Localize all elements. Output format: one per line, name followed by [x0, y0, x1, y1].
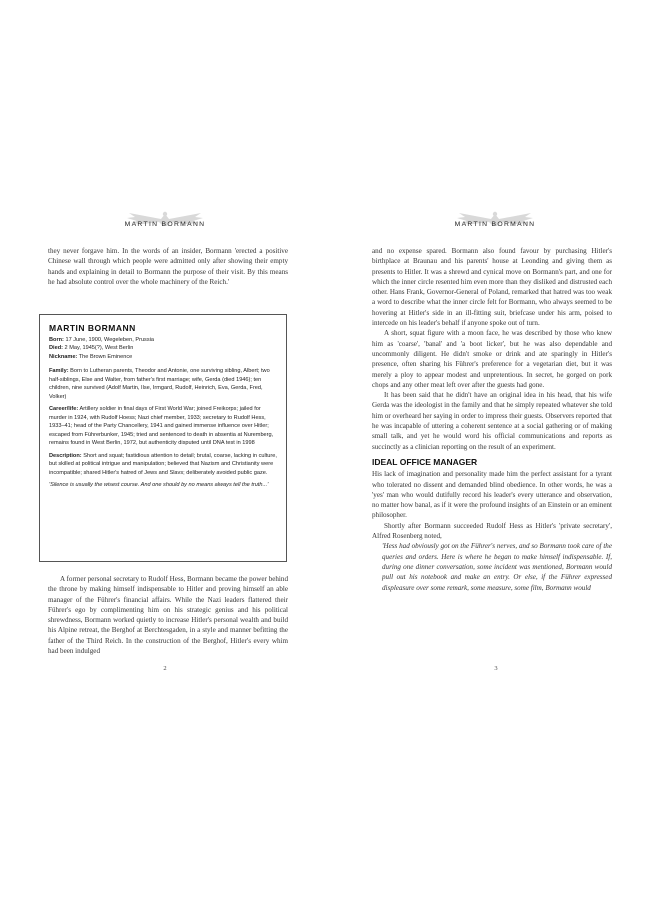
fact-value: Artillery soldier in final days of First World War; joined Freikorps; jailed for murder in 1924, with Rudolf Hoess; Nazi chief member, 1933; secretary to Rudolf Hess, 1933–41; head of the Party Chancellery, 1941 and gained immense influence over Hitler; escaped from Führerbunker, 1945; tried and sentenced to death in absentia at Nuremberg, remains found in West Berlin, 1972, but authenticity disputed until DNA test in 1998	[49, 406, 274, 446]
fact-value: Short and squat; fastidious attention to detail; brutal, coarse, lacking in culture, but skilled at political intrigue and manipulation; believed that Nazism and Christianity were incompatible; shared Hitler's hatred of Jews and Slavs; deliberately avoided public gaze.	[49, 452, 277, 476]
fact-label: Family:	[49, 368, 69, 374]
fact-value: 2 May, 1945(?), West Berlin	[64, 345, 134, 351]
profile-box	[39, 314, 287, 562]
paragraph: A short, squat figure with a moon face, he was described by those who knew him as 'coarse', 'banal' and 'a boot licker', but he was also dependable and uncommonly diligent. He didn't smoke or drink and ate sparingly in Hitler's presence, often sharing his Führer's preference for a vegetarian diet, but it was merely a ploy to appear modest and unpretentious. In secret, he gorged on pork chops and any other meat left over after the guests had gone.	[372, 329, 612, 389]
fact-died	[49, 344, 279, 353]
section-heading: IDEAL OFFICE MANAGER	[372, 456, 478, 467]
fact-value: The Brown Eminence	[78, 353, 133, 360]
paragraph: It has been said that he didn't have an original idea in his head, that his wife Gerda was the ideologist in the family and that he simply repeated whatever she told him or overheard her saying in order to impress their guests. Observers reported that he was incapable of uttering a coherent sentence at a social gathering or of making small talk, and yet he would word his official communications and reports as succinctly as a clinician reporting on the result of an experiment.	[372, 391, 612, 451]
running-head: MARTIN BORMANN	[454, 221, 536, 228]
fact-career	[49, 405, 279, 448]
text-block-bottom	[48, 574, 288, 656]
paragraph: they never forgave him. In the words of an insider, Bormann 'erected a positive Chinese wall through which people were admitted only after showing their empty hands and explaining in detail to Bormann the purpose of their visit. By this means he had absolute control over the whole machinery of the Reich.'	[48, 247, 288, 286]
paragraph: A former personal secretary to Rudolf Hess, Bormann became the power behind the throne by making himself indispensable to Hitler and proving himself an able manager of the Führer's financial affairs. While the Nazi leaders flattered their Führer's ego by complimenting him on his strategic genius and his political shrewdness, Bormann worked quietly to increase Hitler's personal wealth and build his Alpine retreat, the Berghof at Berchtesgaden, in a style and manner befitting the father of the Third Reich. In the construction of the Berghof, Hitler's every whim had been indulged	[48, 575, 288, 656]
fact-born	[49, 336, 279, 345]
fact-family	[49, 367, 279, 401]
fact-label: Born:	[49, 336, 64, 343]
block-quote: 'Hess had obviously got on the Führer's nerves, and so Bormann took care of the queries and orders. Here is where he began to make himself indispensable. If, during one dinner conversation, some incident was mentioned, Bormann would pull out his notebook and make an entry. Or else, if the Führer expressed displeasure over some remark, some measure, some film, Bormann would	[382, 542, 612, 592]
fact-label: Nickname:	[49, 353, 78, 360]
fact-value: 17 June, 1900, Wegeleben, Prussia	[65, 336, 155, 343]
fact-label: Career/life:	[49, 406, 79, 412]
text-block-top	[48, 246, 288, 287]
fact-label: Died:	[49, 345, 63, 351]
paragraph: Shortly after Bormann succeeded Rudolf Hess as Hitler's 'private secretary', Alfred Rosenberg noted,	[372, 521, 612, 541]
right-page	[330, 0, 660, 900]
paragraph: His lack of imagination and personality made him the perfect assistant for a tyrant who tolerated no dissent and demanded blind obedience. In other words, he was a 'yes' man who would dutifully record his leader's every utterance and observation, no matter how banal, as if it were the profound insights of an Einstein or an eminent philosopher.	[372, 470, 612, 520]
fact-nickname	[49, 353, 279, 362]
fact-label: Description:	[49, 452, 82, 459]
page-number: 3	[494, 665, 498, 672]
box-title: MARTIN BORMANN	[49, 323, 136, 333]
page-number: 2	[163, 665, 167, 672]
fact-value: Born to Lutheran parents, Theodor and Antonie, one surviving sibling, Albert; two half-siblings, Else and Walter, from father's first marriage; wife, Gerda (died 1946); ten children, nine survived (Adolf Martin, Ilse, Irmgard, Rudolf, Heinrich, Eva, Gerda, Fred, Volker)	[49, 368, 270, 400]
paragraph: and no expense spared. Bormann also found favour by purchasing Hitler's birthplace at Braunau and his parents' house at Leonding and giving them as presents to Hitler. It was a shrewd and cynical move on Bormann's part, and one for which the inner circle resented him even more than they disliked and distrusted each other. Hans Frank, Governor-General of Poland, remarked that hatred was too weak a word to describe what the inner circle felt for Bormann, who always seemed to be hovering at Hitler's side in an ill-fitting suit, briefcase under his arm, poised to intercede on his leader's behalf if anyone spoke out of turn.	[372, 247, 612, 328]
running-head: MARTIN BORMANN	[124, 221, 206, 228]
box-quote: 'Silence is usually the wisest course. And one should by no means always tell the truth...'	[49, 482, 269, 488]
fact-description	[49, 452, 279, 478]
text-block	[372, 246, 612, 593]
